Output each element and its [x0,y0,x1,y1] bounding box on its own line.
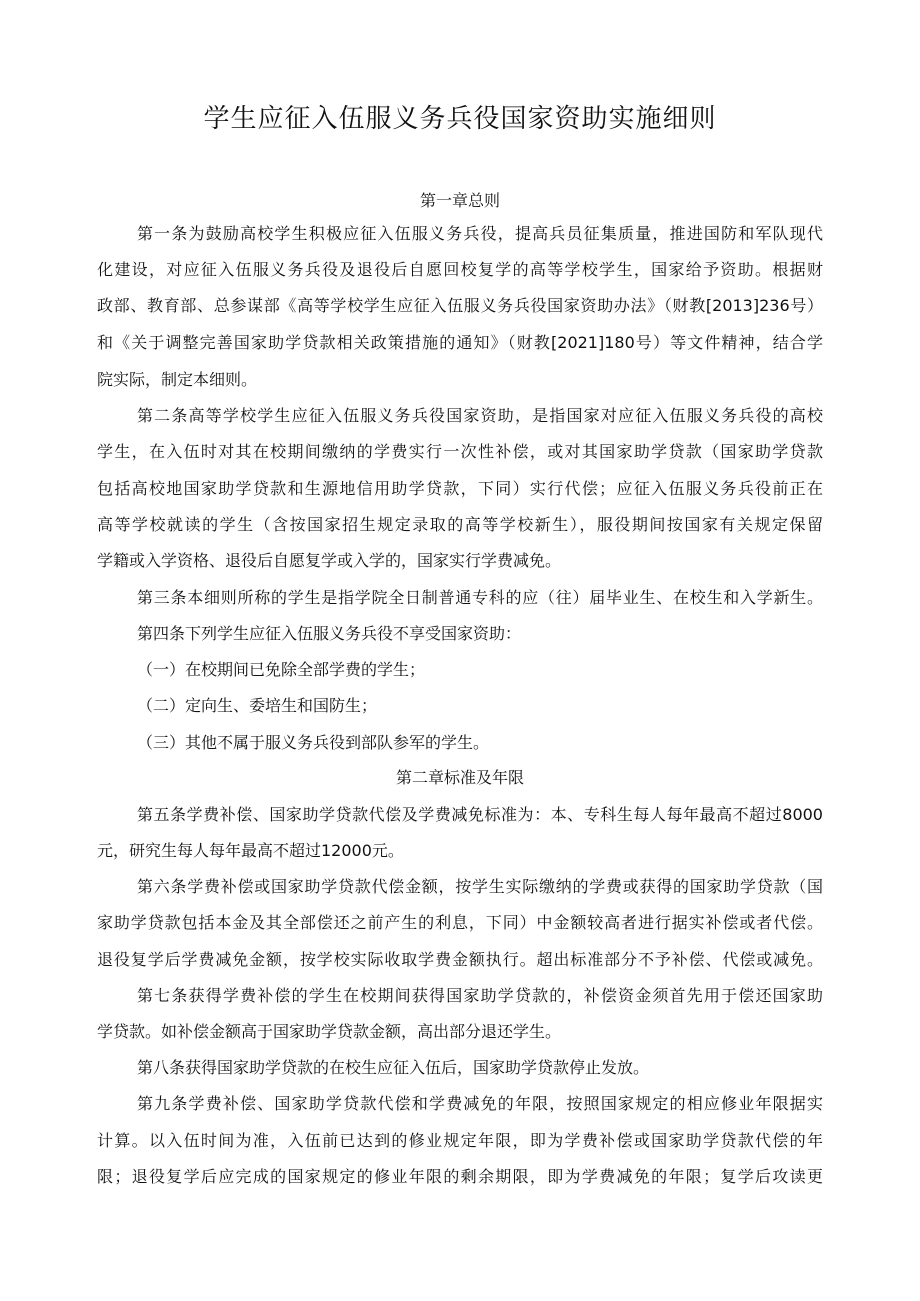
text-line: 学生，在入伍时对其在校期间缴纳的学费实行一次性补偿，或对其国家助学贷款（国家助学贷款 [97,442,823,461]
text-line: 第五条学费补偿、国家助学贷款代偿及学费减免标准为：本、专科生每人每年最高不超过8000 [137,805,823,824]
chapter-heading-1: 第一章总则 [419,191,500,210]
text-line: 限；退役复学后应完成的国家规定的修业年限的剩余期限，即为学费减免的年限；复学后攻读更 [97,1167,823,1186]
text-line: 包括高校地国家助学贷款和生源地信用助学贷款，下同）实行代偿；应征入伍服义务兵役前正在 [97,479,823,498]
text-line: 第九条学费补偿、国家助学贷款代偿和学费减免的年限，按照国家规定的相应修业年限据实 [137,1094,823,1113]
text-line: 和《关于调整完善国家助学贷款相关政策措施的通知》（财教[2021]180号）等文件精神，结合学 [97,333,823,352]
list-item: （一）在校期间已免除全部学费的学生； [137,660,426,679]
text-line: 第八条获得国家助学贷款的在校生应征入伍后，国家助学贷款停止发放。 [137,1058,650,1077]
text-line: 第三条本细则所称的学生是指学院全日制普通专科的应（往）届毕业生、在校生和入学新生。 [137,588,823,607]
text-line: 化建设，对应征入伍服义务兵役及退役后自愿回校复学的高等学校学生，国家给予资助。根据财 [97,260,823,279]
text-line: 政部、教育部、总参谋部《高等学校学生应征入伍服义务兵役国家资助办法》（财教[2013]236号） [97,296,823,315]
text-line: 第二条高等学校学生应征入伍服义务兵役国家资助，是指国家对应征入伍服义务兵役的高校 [137,406,823,425]
text-line: 院实际，制定本细则。 [97,370,258,389]
list-item: （二）定向生、委培生和国防生； [137,696,378,715]
text-line: 学籍或入学资格、退役后自愿复学或入学的，国家实行学费减免。 [97,551,562,570]
document-title: 学生应征入伍服义务兵役国家资助实施细则 [203,104,717,134]
text-line: 学贷款。如补偿金额高于国家助学贷款金额，高出部分退还学生。 [97,1022,562,1041]
text-line: 第七条获得学费补偿的学生在校期间获得国家助学贷款的，补偿资金须首先用于偿还国家助 [137,986,823,1005]
text-line: 第四条下列学生应征入伍服义务兵役不享受国家资助： [137,624,522,643]
chapter-heading-2: 第二章标准及年限 [395,768,524,787]
list-item: （三）其他不属于服义务兵役到部队参军的学生。 [137,733,490,752]
text-line: 退役复学后学费减免金额，按学校实际收取学费金额执行。超出标准部分不予补偿、代偿或减免。 [97,950,823,969]
text-line: 计算。以入伍时间为准，入伍前已达到的修业规定年限，即为学费补偿或国家助学贷款代偿的年 [97,1131,823,1150]
text-line: 第一条为鼓励高校学生积极应征入伍服义务兵役，提高兵员征集质量，推进国防和军队现代 [137,224,823,243]
text-line: 高等学校就读的学生（含按国家招生规定录取的高等学校新生），服役期间按国家有关规定保留 [97,515,823,534]
text-line: 第六条学费补偿或国家助学贷款代偿金额，按学生实际缴纳的学费或获得的国家助学贷款（国 [137,877,823,896]
text-line: 家助学贷款包括本金及其全部偿还之前产生的利息，下同）中金额较高者进行据实补偿或者代偿。 [97,913,823,932]
text-line: 元，研究生每人每年最高不超过12000元。 [97,841,404,860]
